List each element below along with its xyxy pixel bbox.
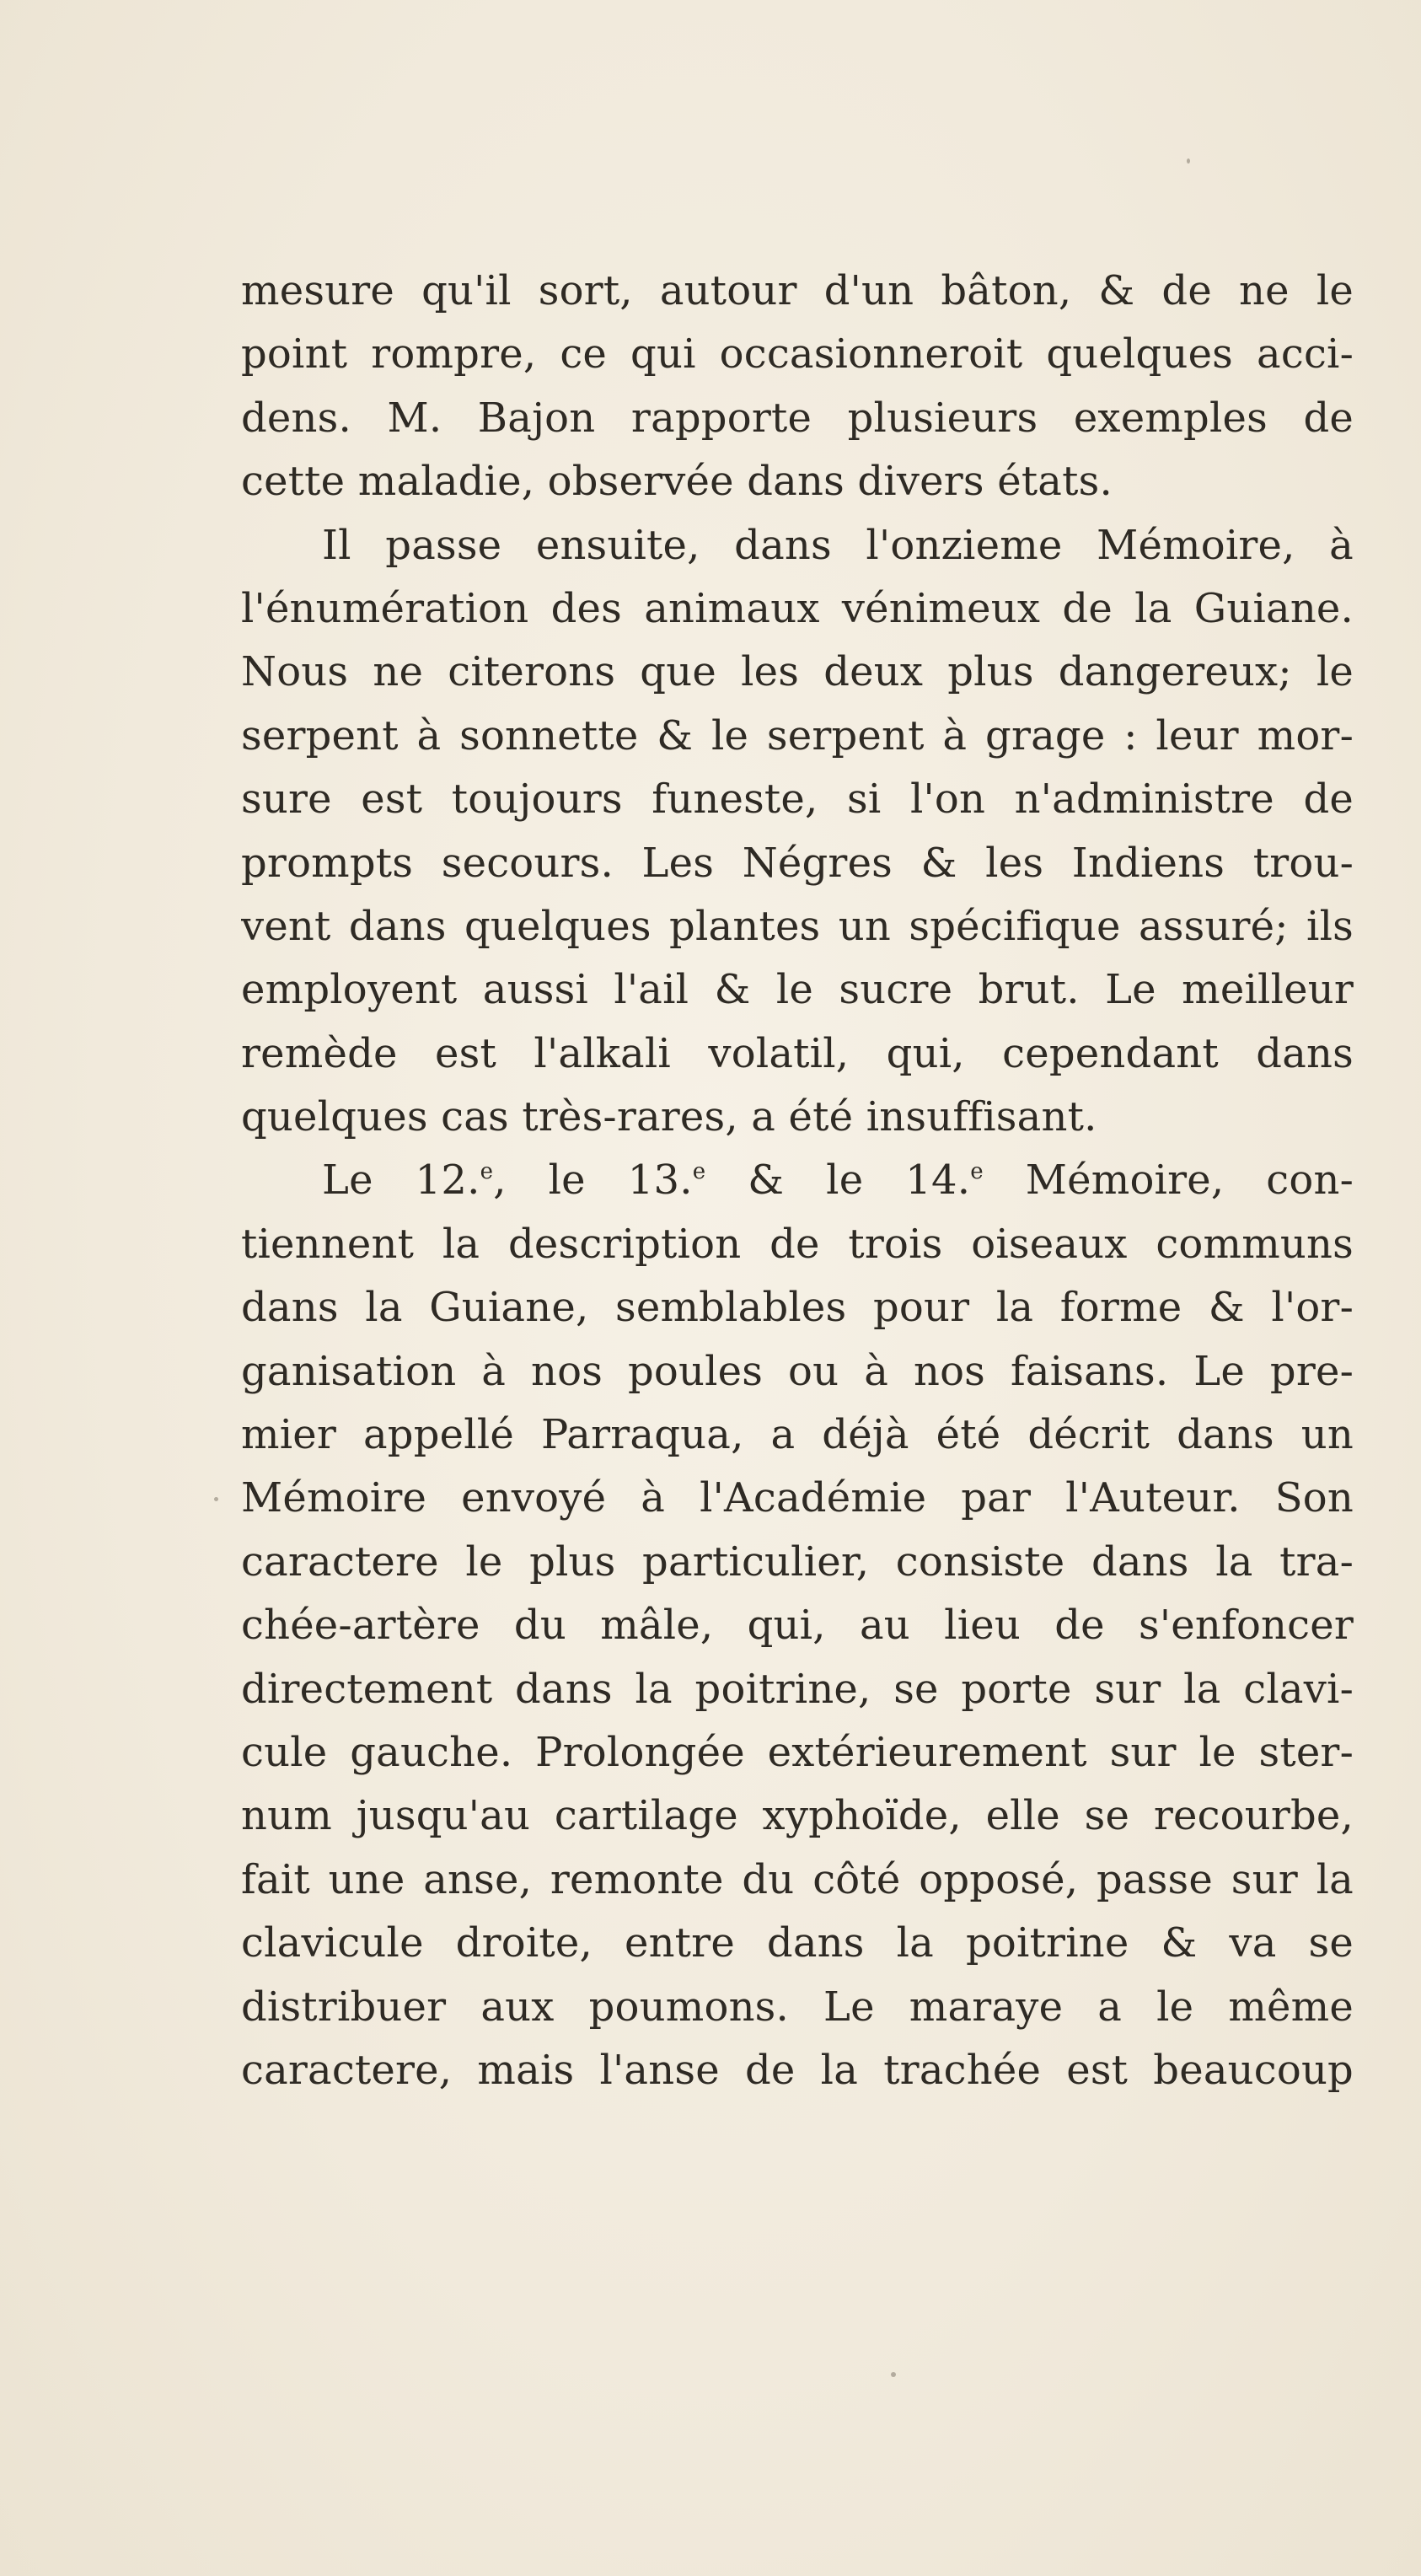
paragraph-line: cule gauche. Prolongée extérieurement sur le ster- <box>241 1728 1354 1776</box>
paragraph-line: mier appellé Parraqua, a déjà été décrit dans un <box>241 1411 1354 1459</box>
paper-speck <box>1187 158 1190 164</box>
paragraph-line: dens. M. Bajon rapporte plusieurs exemples de <box>241 394 1354 442</box>
paragraph-line: sure est toujours funeste, si l'on n'administre de <box>241 775 1354 824</box>
text-fragment: , le 13. <box>493 1157 693 1205</box>
paragraph-line: cette maladie, observée dans divers états. <box>241 458 1113 506</box>
paragraph-line: Il passe ensuite, dans l'onzieme Mémoire, à <box>322 521 1354 569</box>
paragraph-line: mesure qu'il sort, autour d'un bâton, & de ne le <box>241 267 1354 314</box>
paragraph-line <box>241 1149 1354 1212</box>
text-fragment: Le 12. <box>322 1157 480 1205</box>
paper-speck <box>214 1497 218 1501</box>
body-text <box>241 260 1354 2102</box>
paragraph-line: ganisation à nos poules ou à nos faisans. Le pre- <box>241 1347 1354 1395</box>
ordinal-superscript: e <box>692 1159 706 1185</box>
paragraph-line: remède est l'alkali volatil, qui, cependant dans <box>241 1029 1354 1077</box>
text-fragment: Mémoire, con- <box>983 1157 1354 1205</box>
paragraph-line: prompts secours. Les Négres & les Indiens trou- <box>241 839 1354 887</box>
paragraph-line: caractere, mais l'anse de la trachée est beaucoup <box>241 2046 1354 2094</box>
paper-speck <box>891 2372 896 2377</box>
paragraph-line: point rompre, ce qui occasionneroit quelques acci- <box>241 330 1354 378</box>
ordinal-superscript: e <box>970 1159 984 1185</box>
paragraph-line: num jusqu'au cartilage xyphoïde, elle se recourbe, <box>241 1792 1354 1840</box>
paragraph-line: caractere le plus particulier, consiste dans la tra- <box>241 1538 1354 1586</box>
paragraph-line: Nous ne citerons que les deux plus dangereux; le <box>241 648 1354 696</box>
paragraph-line: clavicule droite, entre dans la poitrine & va se <box>241 1919 1354 1967</box>
paragraph-line: chée-artère du mâle, qui, au lieu de s'enfoncer <box>241 1602 1354 1650</box>
ordinal-superscript: e <box>480 1159 494 1185</box>
paragraph-line: fait une anse, remonte du côté opposé, passe sur la <box>241 1855 1354 1903</box>
paragraph-line: vent dans quelques plantes un spécifique assuré; ils <box>241 902 1354 950</box>
text-fragment: & le 14. <box>705 1157 971 1205</box>
paragraph-line: Mémoire envoyé à l'Académie par l'Auteur. Son <box>241 1474 1354 1522</box>
paragraph-line: employent aussi l'ail & le sucre brut. Le meilleur <box>241 966 1354 1014</box>
paragraph-line: directement dans la poitrine, se porte sur la clavi- <box>241 1665 1354 1713</box>
paragraph-line: distribuer aux poumons. Le maraye a le même <box>241 1983 1354 2031</box>
paragraph-line: l'énumération des animaux vénimeux de la Guiane. <box>241 584 1354 632</box>
paragraph-line: quelques cas très-rares, a été insuffisant. <box>241 1093 1097 1141</box>
paragraph-line: tiennent la description de trois oiseaux communs <box>241 1220 1354 1268</box>
paragraph-line: dans la Guiane, semblables pour la forme & l'or- <box>241 1284 1354 1332</box>
paragraph-line: serpent à sonnette & le serpent à grage : leur mor- <box>241 711 1354 759</box>
